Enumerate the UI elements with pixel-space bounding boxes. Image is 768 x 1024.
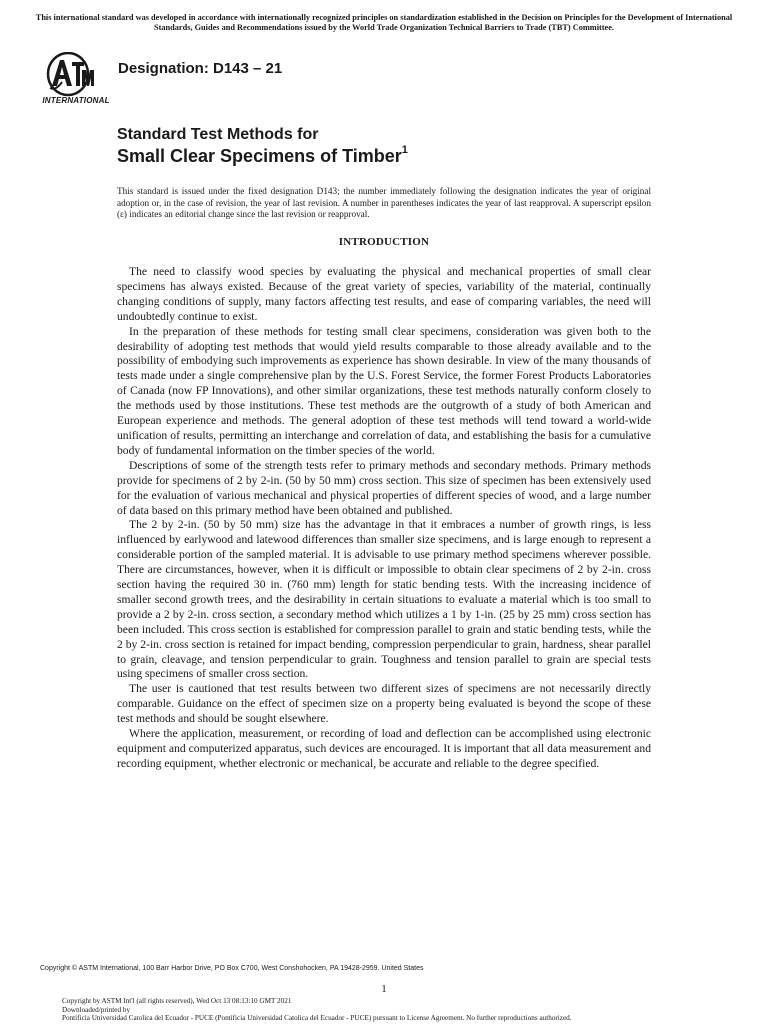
download-line: Copyright by ASTM Int'l (all rights reserved), Wed Oct 13 08:13:10 GMT 2021: [62, 997, 292, 1005]
download-info: [62, 997, 742, 1023]
paragraph: The 2 by 2-in. (50 by 50 mm) size has the advantage in that it embraces a number of growth rings, is less influenced by earlywood and latewood differences than smaller size specimens, and is large enough to represent a considerable portion of the sampled material. It is advisable to use primary method specimens wherever possible. There are circumstances, however, when it is difficult or impossible to obtain clear specimens of 2 by 2-in. cross section having the required 30 in. (760 mm) length for static bending tests. With the increasing incidence of smaller second growth trees, and the desirability in certain situations to evaluate a material which is too small to provide a 2 by 2-in. cross section, a secondary method which utilizes a 1 by 1-in. (25 by 25 mm) cross section has been included. This cross section is established for compression parallel to grain and static bending tests, while the 2 by 2-in. cross section is retained for impact bending, compression perpendicular to grain, hardness, shear parallel to grain, cleavage, and tension perpendicular to grain. Toughness and tension parallel to grain are special tests using specimens of smaller cross section.: [117, 518, 651, 681]
standards-notice: This international standard was developed in accordance with internationally recognized principles on standardization established in the Decision on Principles for the Development of International Standards, Guides and Recommendations issued by the World Trade Organization Technical Barriers to Trade (TBT) Committee.: [35, 13, 733, 32]
download-line: Pontificia Universidad Catolica del Ecuador - PUCE (Pontificia Universidad Catolica del Ecuador - PUCE) pursuant to License Agreement. No further reproductions authorized.: [62, 1014, 572, 1023]
designation: Designation: D143 – 21: [118, 60, 283, 77]
title-line-1: Standard Test Methods for: [117, 126, 319, 143]
document-title: Small Clear Specimens of Timber: [117, 146, 402, 166]
title-footnote-marker: 1: [401, 144, 408, 156]
download-line: Downloaded/printed by: [62, 1005, 131, 1014]
paragraph: Where the application, measurement, or recording of load and deflection can be accomplished using electronic equipment and computerized apparatus, such devices are encouraged. It is important that all data measurement and recording equipment, whether electronic or mechanical, be accurate and reliable to the degree specified.: [117, 727, 651, 770]
paragraph: The user is cautioned that test results between two different sizes of specimens are not necessarily directly comparable. Guidance on the effect of specimen size on a property being evaluated is beyond the scope of these test methods and should be sought elsewhere.: [117, 682, 651, 726]
introduction-body: [117, 265, 651, 772]
issued-note: This standard is issued under the fixed designation D143; the number immediately following the designation indicates the year of original adoption or, in the case of revision, the year of last revision. A number in parentheses indicates the year of last reapproval. A superscript epsilon (ε) indicates an editorial change since the last revision or reapproval.: [117, 186, 651, 219]
paragraph: In the preparation of these methods for testing small clear specimens, consideration was given both to the desirability of adopting test methods that would yield results comparable to those already available and to the possibility of embodying such improvements as experience has shown desirable. In view of the many thousands of tests made under a single comprehensive plan by the U.S. Forest Service, the former Forest Products Laboratories of Canada (now FP Innovations), and other similar organizations, these test methods naturally conform closely to the methods used by those institutions. These test methods are the outgrowth of a study of both American and European experience and methods. The general adoption of these test methods will tend toward a world-wide unification of results, permitting an interchange and correlation of data, and establishing the basis for a cumulative body of fundamental information on the timber species of the world.: [117, 324, 651, 457]
title-line-2: [117, 146, 408, 167]
copyright-notice: Copyright © ASTM International, 100 Barr Harbor Drive, PO Box C700, West Conshohocken, PA 19428-2959. United States: [40, 965, 424, 972]
paragraph: The need to classify wood species by evaluating the physical and mechanical properties of small clear specimens has always existed. Because of the great variety of species, variability of the material, continually changing conditions of supply, many factors affecting test results, and ease of comparing variables, the need will undoubtedly continue to exist.: [117, 265, 651, 323]
paragraph: Descriptions of some of the strength tests refer to primary methods and secondary methods. Primary methods provide for specimens of 2 by 2-in. (50 by 50 mm) cross section. This size of specimen has been extensively used for the evaluation of various mechanical and physical properties of different species of wood, and a large number of data based on this primary method have been obtained and published.: [117, 458, 651, 517]
logo-subtext: INTERNATIONAL: [42, 96, 110, 105]
page-number: 1: [381, 983, 387, 995]
astm-emblem-icon: [38, 52, 112, 98]
introduction-heading: INTRODUCTION: [338, 236, 430, 248]
